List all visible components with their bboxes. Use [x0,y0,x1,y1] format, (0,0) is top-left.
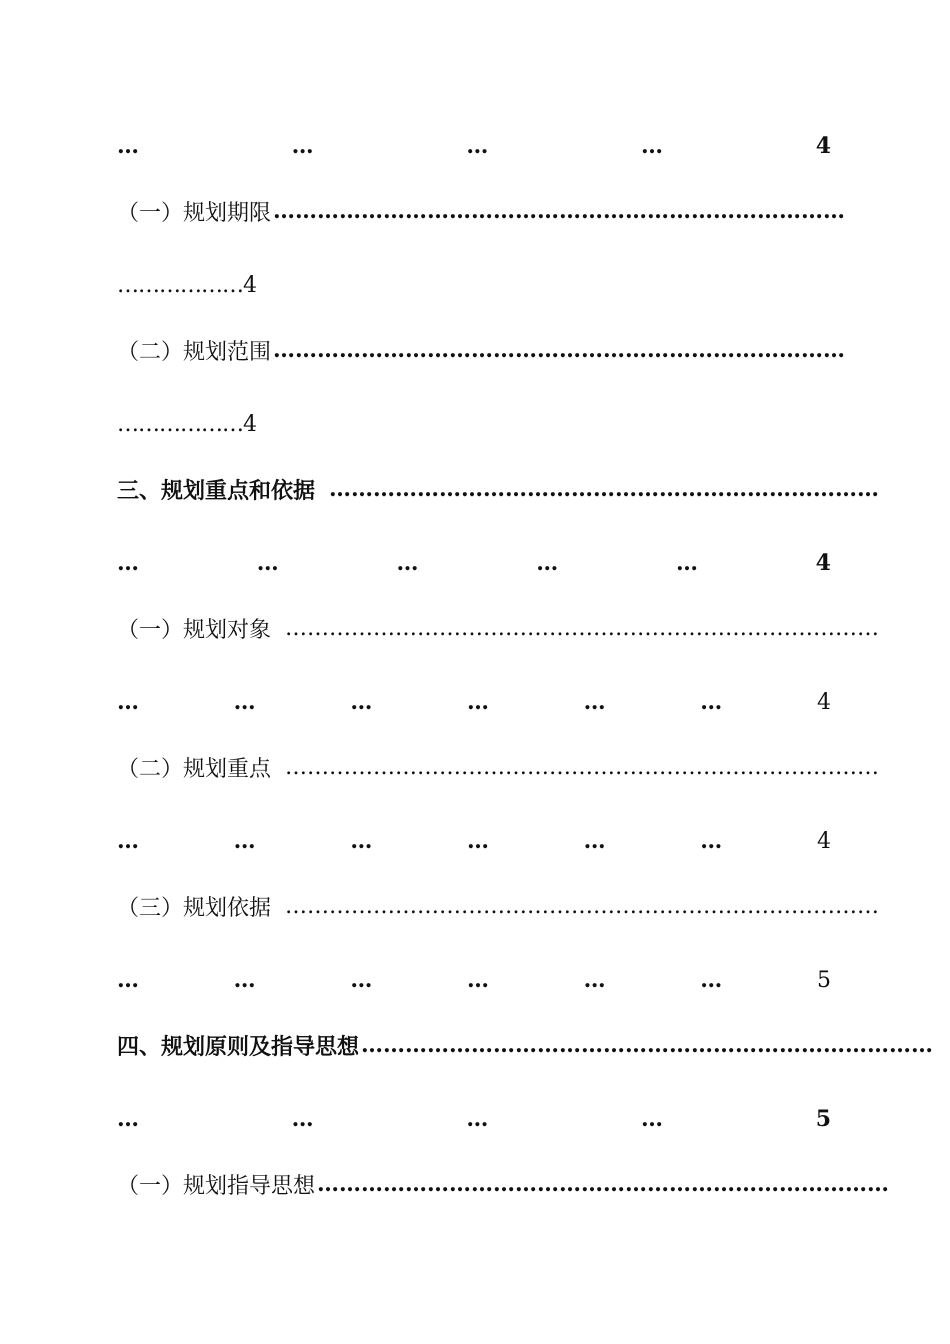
page-number: 4 [243,411,257,437]
page-number: 5 [815,1106,831,1132]
leader-dots: …………………………………………………………………… [361,1032,934,1058]
leader-dots: … [233,828,256,854]
leader-dots: … [700,967,723,993]
toc-leader-row [117,128,831,164]
toc-entry-title: （一）规划指导思想 [117,1173,316,1199]
leader-dots: ……………………………………………………………………… [285,615,880,641]
leader-dots: … [117,689,139,715]
toc-leader-row [117,1101,831,1137]
toc-entry-title: （一）规划期限 [117,200,272,226]
toc-entry-continuation [117,267,831,303]
page-number: 5 [816,967,831,993]
toc-entry-title: （二）规划重点 [117,756,272,782]
toc-entry-title: （三）规划依据 [117,895,272,921]
leader-dots: … [466,689,489,715]
leader-dots: … [675,550,698,576]
leader-dots: … [350,967,373,993]
leader-dots: ………………………………………………………………… [329,476,880,502]
toc-entry-title: （一）规划对象 [117,617,272,643]
leader-dots: …………………………………………………………………… [317,1171,890,1197]
toc-leader-row [117,684,831,720]
leader-dots: … [700,689,723,715]
toc-leader-row [117,545,831,581]
leader-dots: … [396,550,419,576]
page-number: 4 [816,828,831,854]
leader-dots: … [117,550,139,576]
leader-dots: … [641,133,664,159]
leader-dots: … [583,967,606,993]
leader-dots: …………………………………………………………………… [273,198,846,224]
leader-dots: … [350,689,373,715]
leader-dots: … [700,828,723,854]
toc-entry[interactable] [117,749,880,785]
leader-dots: … [117,133,139,159]
leader-dots: … [117,1106,139,1132]
toc-section-title: 四、规划原则及指导思想 [117,1033,360,1060]
leader-dots: ……………… [117,272,243,298]
leader-dots: ……………………………………………………………………… [285,754,880,780]
page-number: 4 [815,550,831,576]
leader-dots: … [117,967,139,993]
page-number: 4 [243,272,257,298]
leader-dots: … [466,133,489,159]
leader-dots: ……………… [117,411,243,437]
leader-dots: … [536,550,559,576]
leader-dots: … [466,967,489,993]
toc-entry[interactable] [117,1166,890,1202]
leader-dots: … [466,828,489,854]
leader-dots: …………………………………………………………………… [273,337,846,363]
leader-dots: … [117,828,139,854]
toc-section-heading[interactable] [117,471,880,507]
leader-dots: … [291,133,314,159]
toc-entry[interactable] [117,193,846,229]
toc-section-heading[interactable] [117,1027,934,1063]
leader-dots: … [256,550,279,576]
page-number: 4 [815,133,831,159]
leader-dots: … [583,689,606,715]
leader-dots: … [350,828,373,854]
toc-entry-title: （二）规划范围 [117,339,272,365]
toc-leader-row [117,962,831,998]
toc-section-title: 三、规划重点和依据 [117,477,316,504]
toc-entry-continuation [117,406,831,442]
toc-entry[interactable] [117,888,880,924]
leader-dots: … [233,967,256,993]
toc-entry[interactable] [117,332,846,368]
leader-dots: … [583,828,606,854]
page-number: 4 [816,689,831,715]
leader-dots: … [641,1106,664,1132]
leader-dots: … [466,1106,489,1132]
leader-dots: … [291,1106,314,1132]
leader-dots: … [233,689,256,715]
toc-entry[interactable] [117,610,880,646]
toc-leader-row [117,823,831,859]
leader-dots: ……………………………………………………………………… [285,893,880,919]
